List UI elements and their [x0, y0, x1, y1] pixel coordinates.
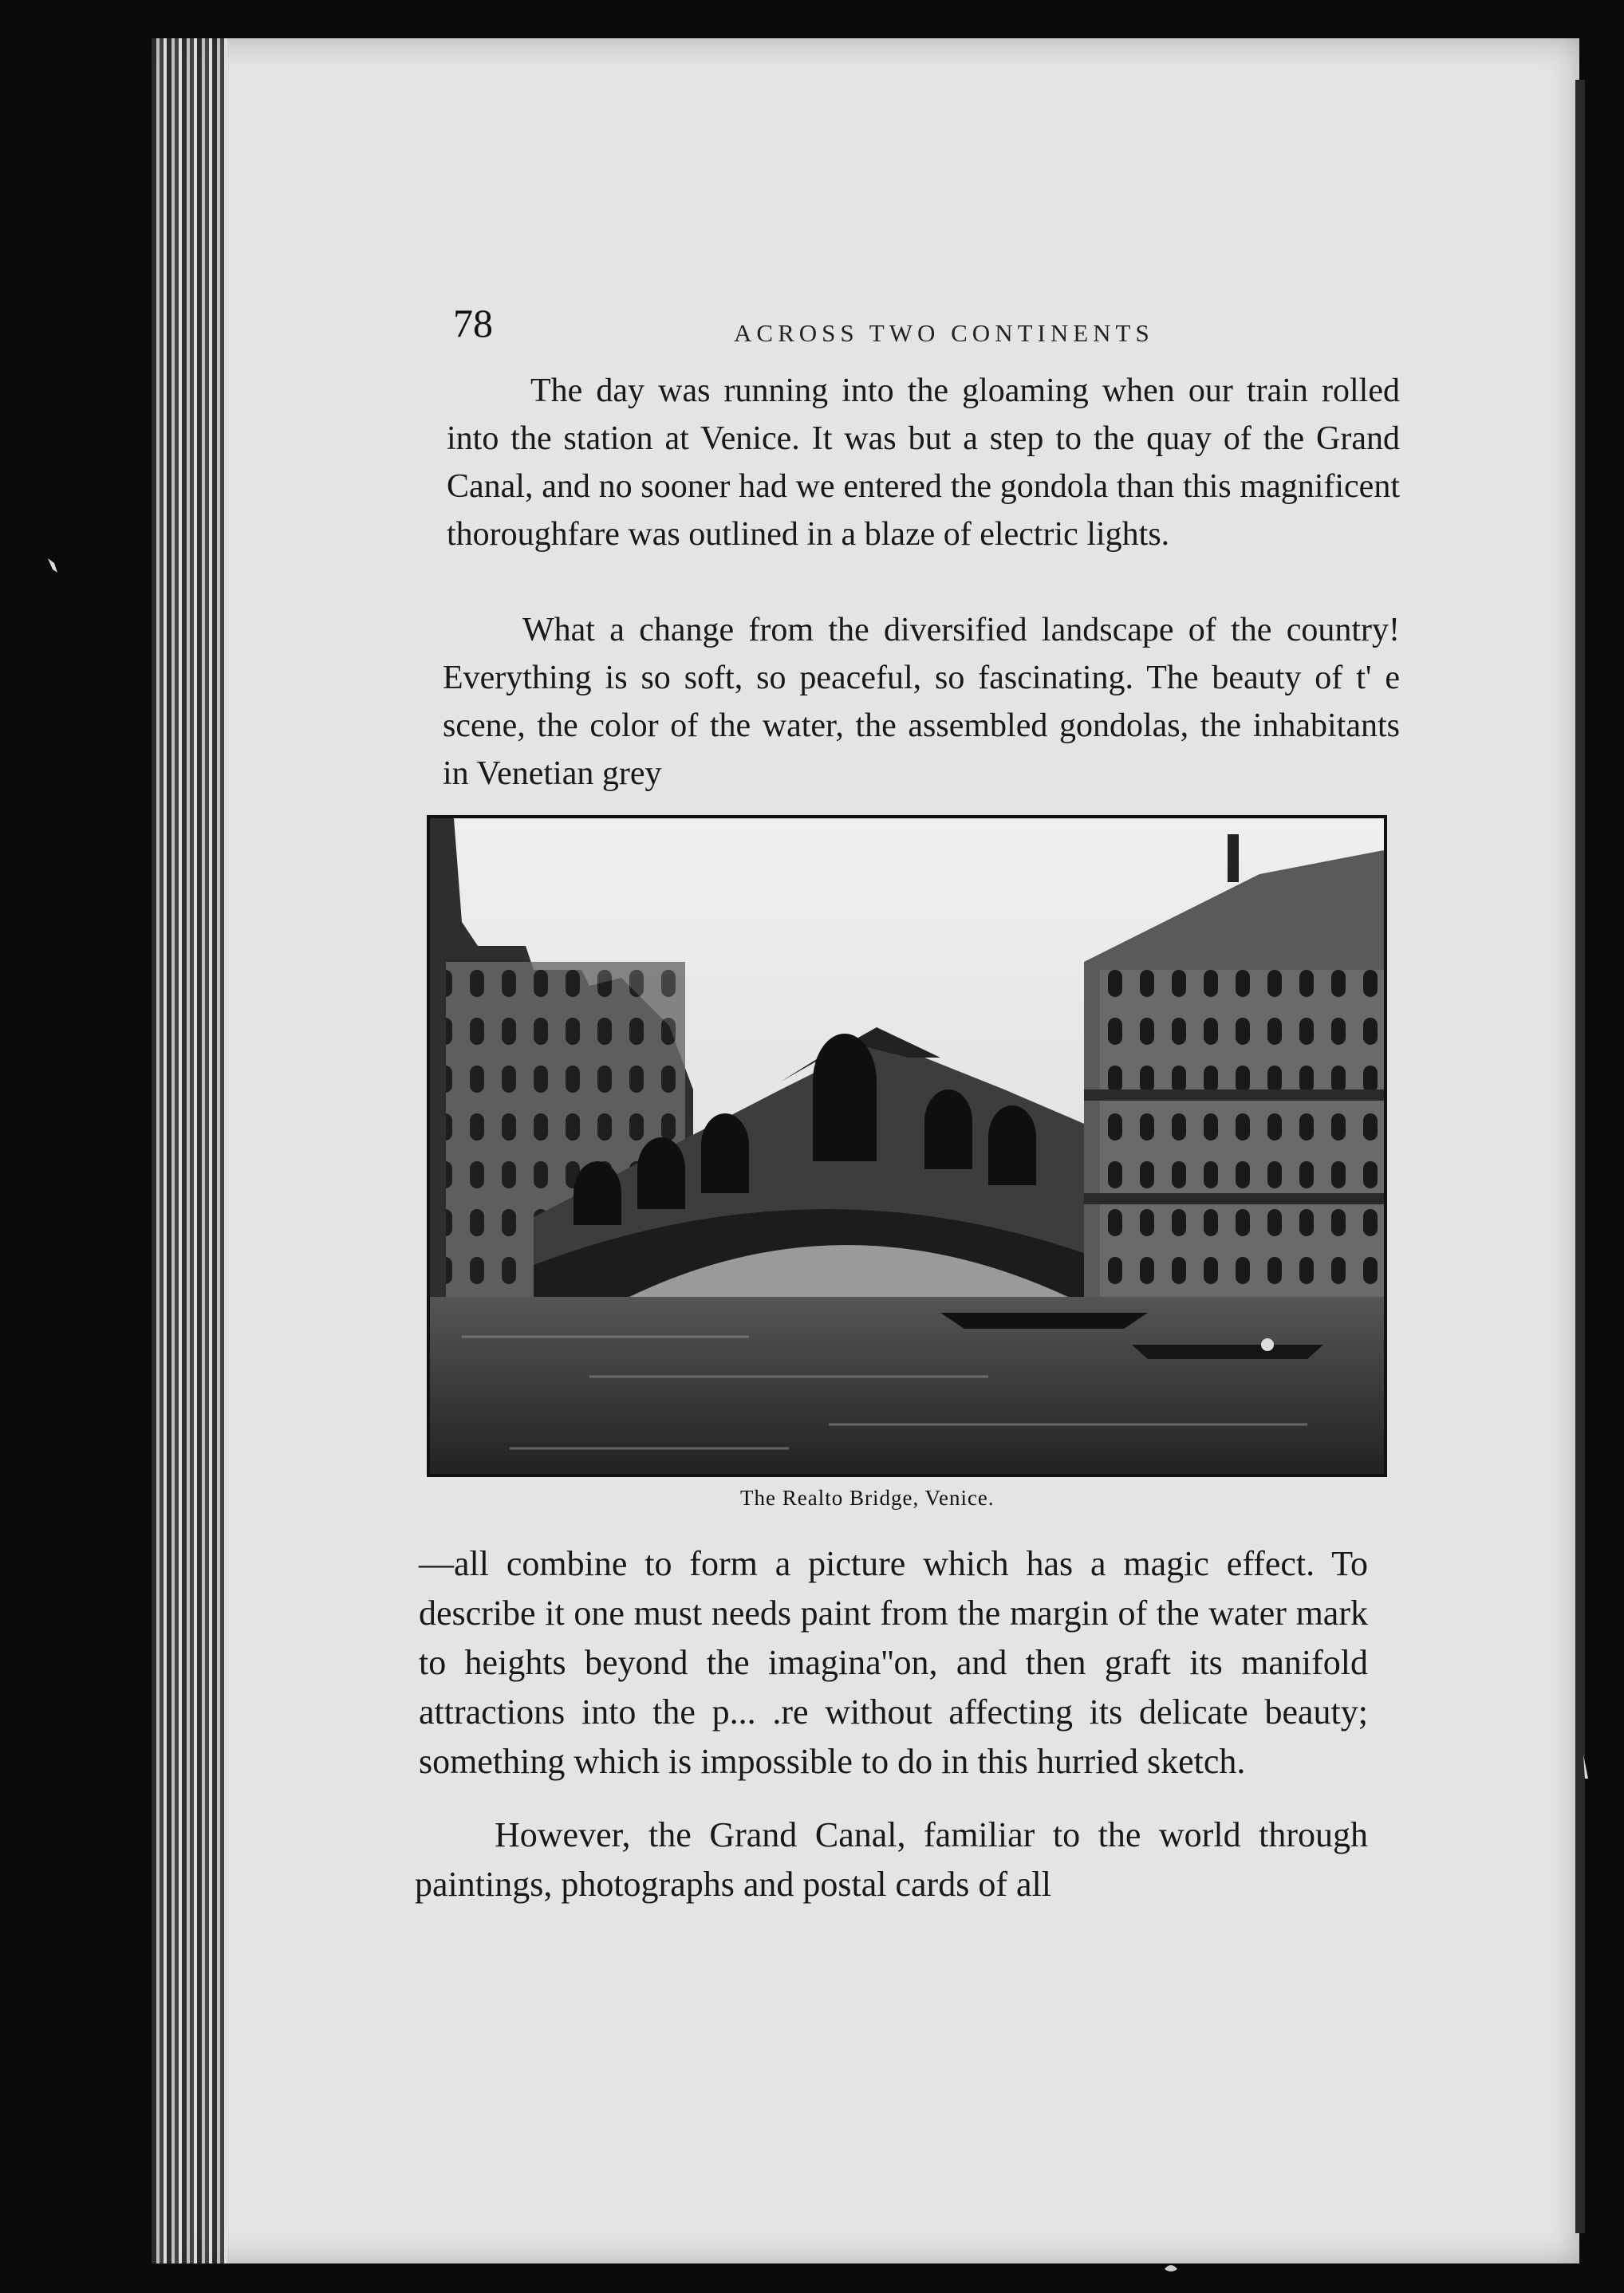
photo-image — [430, 818, 1384, 1474]
paragraph-4: However, the Grand Canal, familiar to the world through paintings, photographs and postal cards of all — [415, 1815, 1368, 1904]
paragraph-2: What a change from the diversified landscape of the country! Everything is so soft, so peaceful, so fascinating. The beauty of t' e scene, the color of the water, the assembled gondolas, the inhabitants in Venetian grey — [443, 612, 1400, 792]
running-title: ACROSS TWO CONTINENTS — [734, 319, 1154, 347]
figure-caption: The Realto Bridge, Venice. — [740, 1486, 995, 1510]
paragraph-3: —all combine to form a picture which has a magic effect. To describe it one must needs paint from the margin of the water mark to heights beyond the imagina''on, and then graft its manifold attractions into the p... .re without affecting its delicate beauty; something which is impossible to do in this hurried sketch. — [419, 1544, 1368, 1781]
paragraph-1: The day was running into the gloaming when our train rolled into the station at Venice. It was but a step to the quay of the Grand Canal, and no sooner had we entered the gondola than this magnificent thoroughfare was outlined in a blaze of electric lights. — [447, 372, 1400, 553]
rialto-bridge-photo — [427, 815, 1387, 1477]
page-number: 78 — [453, 301, 493, 345]
